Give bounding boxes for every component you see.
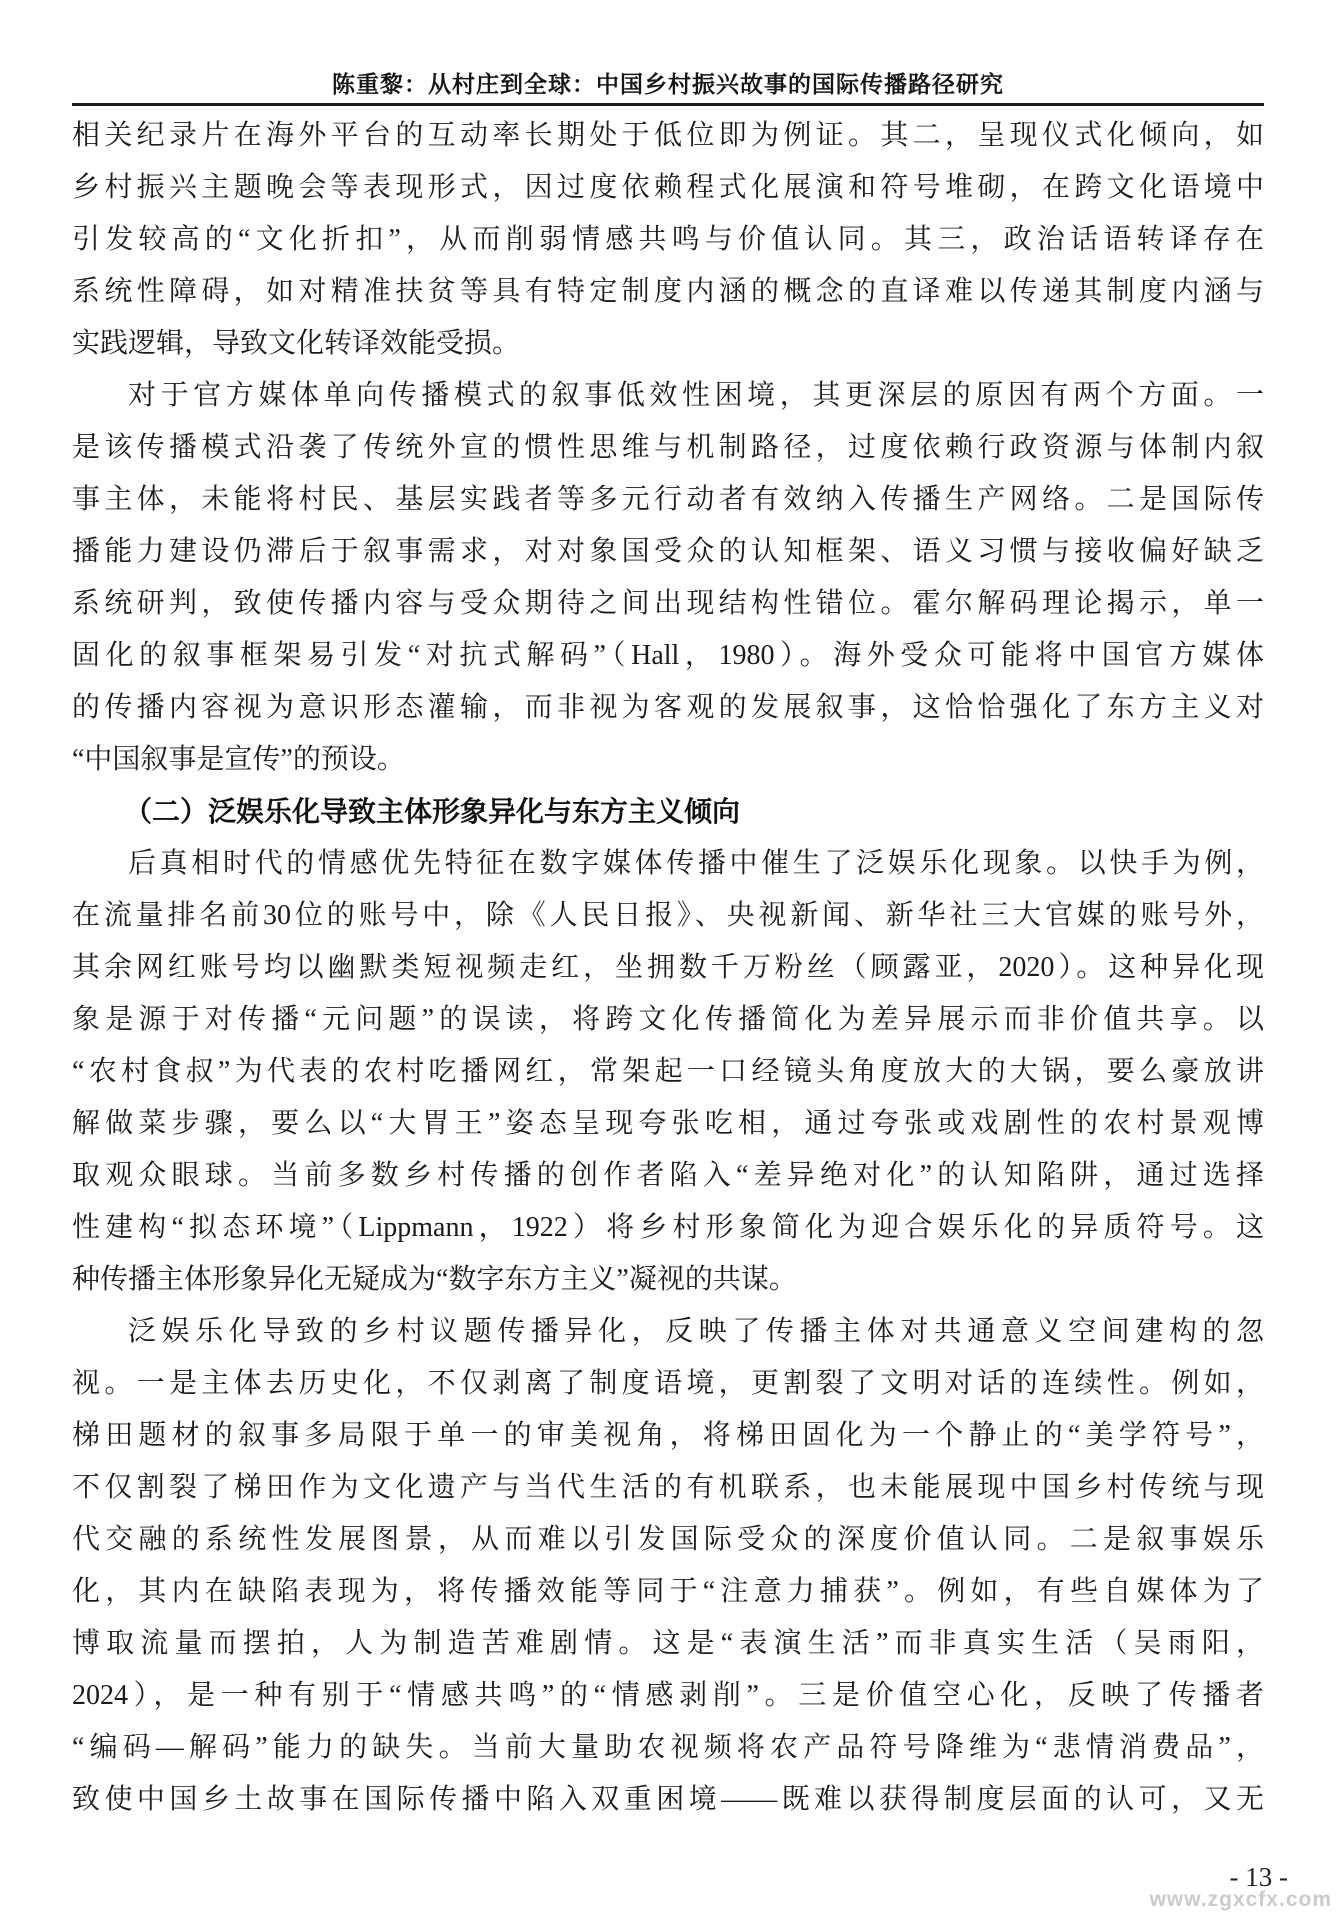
body-line: 视。一是主体去历史化，不仅剥离了制度语境，更割裂了文明对话的连续性。例如，	[72, 1368, 1264, 1399]
page-number: - 13 -	[1229, 1862, 1288, 1892]
body-text-column	[72, 110, 1264, 1826]
body-line: 代交融的系统性发展图景，从而难以引发国际受众的深度价值认同。二是叙事娱乐	[72, 1524, 1264, 1555]
body-line: 泛娱乐化导致的乡村议题传播异化，反映了传播主体对共通意义空间建构的忽	[128, 1316, 1264, 1347]
body-line: 2024），是一种有别于“情感共鸣”的“情感剥削”。三是价值空心化，反映了传播者	[72, 1680, 1264, 1711]
body-line: 在流量排名前30位的账号中，除《人民日报》、央视新闻、新华社三大官媒的账号外，	[72, 900, 1264, 931]
watermark-text: www.zgxcfx.com	[1149, 1888, 1332, 1911]
body-line: 事主体，未能将村民、基层实践者等多元行动者有效纳入传播生产网络。二是国际传	[72, 484, 1264, 515]
body-line: 化，其内在缺陷表现为，将传播效能等同于“注意力捕获”。例如，有些自媒体为了	[72, 1576, 1264, 1607]
body-line: 的传播内容视为意识形态灌输，而非视为客观的发展叙事，这恰恰强化了东方主义对	[72, 692, 1264, 723]
body-line: 梯田题材的叙事多局限于单一的审美视角，将梯田固化为一个静止的“美学符号”，	[72, 1420, 1264, 1451]
body-line: 其余网红账号均以幽默类短视频走红，坐拥数千万粉丝（顾露亚，2020）。这种异化现	[72, 952, 1264, 983]
body-line: 实践逻辑，导致文化转译效能受损。	[72, 328, 521, 359]
body-line: 不仅割裂了梯田作为文化遗产与当代生活的有机联系，也未能展现中国乡村传统与现	[72, 1472, 1264, 1503]
body-line: 种传播主体形象异化无疑成为“数字东方主义”凝视的共谋。	[72, 1264, 797, 1295]
body-line: 引发较高的“文化折扣”，从而削弱情感共鸣与价值认同。其三，政治话语转译存在	[72, 224, 1264, 255]
header-rule	[72, 103, 1264, 106]
body-line: 博取流量而摆拍，人为制造苦难剧情。这是“表演生活”而非真实生活（吴雨阳，	[72, 1628, 1264, 1659]
body-line: “编码—解码”能力的缺失。当前大量助农视频将农产品符号降维为“悲情消费品”，	[72, 1732, 1264, 1763]
paragraph	[72, 1306, 1264, 1826]
body-line: 是该传播模式沿袭了传统外宣的惯性思维与机制路径，过度依赖行政资源与体制内叙	[72, 432, 1264, 463]
section-heading: （二）泛娱乐化导致主体形象异化与东方主义倾向	[124, 796, 741, 827]
body-line: 后真相时代的情感优先特征在数字媒体传播中催生了泛娱乐化现象。以快手为例，	[128, 848, 1264, 879]
body-line: 相关纪录片在海外平台的互动率长期处于低位即为例证。其二，呈现仪式化倾向，如	[72, 120, 1264, 151]
paragraph	[72, 370, 1264, 786]
running-header-title: 陈重黎：从村庄到全球：中国乡村振兴故事的国际传播路径研究	[332, 71, 1004, 97]
body-line: 性建构“拟态环境”（Lippmann，1922）将乡村形象简化为迎合娱乐化的异质符号。这	[72, 1212, 1264, 1243]
body-line: “农村食叔”为代表的农村吃播网红，常架起一口经镜头角度放大的大锅，要么豪放讲	[72, 1056, 1264, 1087]
body-line: 系统性障碍，如对精准扶贫等具有特定制度内涵的概念的直译难以传递其制度内涵与	[72, 276, 1264, 307]
body-line: 播能力建设仍滞后于叙事需求，对对象国受众的认知框架、语义习惯与接收偏好缺乏	[72, 536, 1264, 567]
body-line: 系统研判，致使传播内容与受众期待之间出现结构性错位。霍尔解码理论揭示，单一	[72, 588, 1264, 619]
body-line: 解做菜步骤，要么以“大胃王”姿态呈现夸张吃相，通过夸张或戏剧性的农村景观博	[72, 1108, 1264, 1139]
body-line: 取观众眼球。当前多数乡村传播的创作者陷入“差异绝对化”的认知陷阱，通过选择	[72, 1160, 1264, 1191]
body-line: 致使中国乡土故事在国际传播中陷入双重困境——既难以获得制度层面的认可，又无	[72, 1784, 1264, 1815]
paragraph	[72, 110, 1264, 370]
body-line: “中国叙事是宣传”的预设。	[72, 744, 405, 775]
body-line: 象是源于对传播“元问题”的误读，将跨文化传播简化为差异展示而非价值共享。以	[72, 1004, 1264, 1035]
body-line: 乡村振兴主题晚会等表现形式，因过度依赖程式化展演和符号堆砌，在跨文化语境中	[72, 172, 1264, 203]
paragraph	[72, 838, 1264, 1306]
body-line: 固化的叙事框架易引发“对抗式解码”（Hall，1980）。海外受众可能将中国官方媒体	[72, 640, 1264, 671]
body-line: 对于官方媒体单向传播模式的叙事低效性困境，其更深层的原因有两个方面。一	[128, 380, 1264, 411]
